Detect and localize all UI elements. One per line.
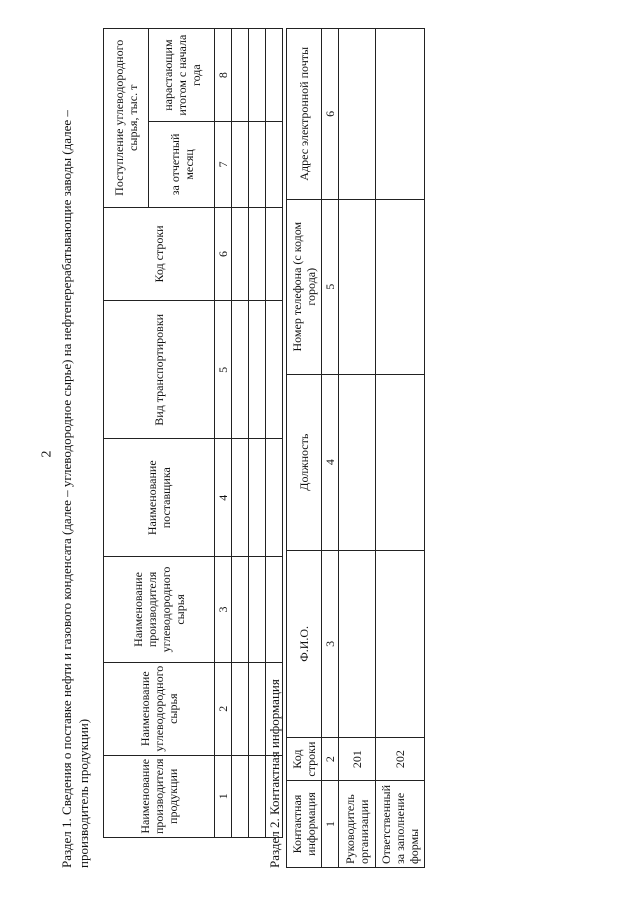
empty-cell [339, 374, 376, 550]
empty-cell [249, 557, 266, 663]
table-row [376, 29, 425, 868]
empty-cell [376, 29, 425, 200]
section2-title: Раздел 2. Контактная информация [267, 679, 282, 868]
empty-cell [232, 122, 249, 207]
col-number: 1 [215, 755, 232, 837]
row-code: 201 [339, 738, 376, 781]
empty-cell [266, 439, 283, 557]
empty-cell [232, 29, 249, 122]
header-contact-info: Контактная информация [287, 781, 322, 868]
col-number: 7 [215, 122, 232, 207]
row-code: 202 [376, 738, 425, 781]
section1-title: Раздел 1. Сведения о поставке нефти и газового конденсата (далее – углеводородное сырье) на нефтеперерабатывающие заводы (далее – производитель продукции) [59, 110, 91, 868]
col-number: 5 [322, 199, 339, 374]
empty-cell [266, 122, 283, 207]
section1-number-row [215, 29, 232, 838]
empty-cell [249, 122, 266, 207]
col-number: 5 [215, 301, 232, 439]
section1-table [103, 28, 283, 838]
empty-cell [339, 550, 376, 738]
empty-cell [249, 755, 266, 837]
col-number: 3 [322, 550, 339, 738]
empty-cell [232, 557, 249, 663]
empty-cell [266, 301, 283, 439]
table-row [232, 29, 249, 838]
header-line-code: Код строки [287, 738, 322, 781]
header-phone: Номер телефона (с кодом города) [287, 199, 322, 374]
header-full-name: Ф.И.О. [287, 550, 322, 738]
header-position: Должность [287, 374, 322, 550]
row-label: Руководитель организации [339, 781, 376, 868]
empty-cell [266, 207, 283, 301]
col-number: 4 [215, 439, 232, 557]
empty-cell [232, 207, 249, 301]
header-raw-producer: Наименование производителя углеводородного сырья [104, 557, 215, 663]
empty-cell [249, 662, 266, 755]
header-line-code: Код строки [104, 207, 215, 301]
empty-cell [266, 557, 283, 663]
col-number: 3 [215, 557, 232, 663]
section2-table [286, 28, 425, 868]
empty-cell [232, 301, 249, 439]
header-producer: Наименование производителя продукции [104, 755, 215, 837]
empty-cell [376, 550, 425, 738]
col-number: 6 [322, 29, 339, 200]
empty-cell [249, 439, 266, 557]
empty-cell [232, 439, 249, 557]
empty-cell [232, 662, 249, 755]
empty-cell [249, 301, 266, 439]
col-number: 8 [215, 29, 232, 122]
empty-cell [232, 755, 249, 837]
empty-cell [376, 374, 425, 550]
header-transport: Вид транспортировки [104, 301, 215, 439]
row-label: Ответственный за заполнение формы [376, 781, 425, 868]
col-number: 6 [215, 207, 232, 301]
header-email: Адрес электронной почты [287, 29, 322, 200]
rotated-page-content [58, 28, 618, 868]
header-supplier: Наименование поставщика [104, 439, 215, 557]
empty-cell [249, 207, 266, 301]
header-month: за отчетный месяц [149, 122, 215, 207]
empty-cell [339, 29, 376, 200]
empty-cell [339, 199, 376, 374]
empty-cell [376, 199, 425, 374]
col-number: 2 [322, 738, 339, 781]
header-raw-material: Наименование углеводородного сырья [104, 662, 215, 755]
section2-number-row [322, 29, 339, 868]
empty-cell [266, 29, 283, 122]
col-number: 1 [322, 781, 339, 868]
page-number: 2 [39, 450, 55, 458]
col-number: 2 [215, 662, 232, 755]
table-row [249, 29, 266, 838]
col-number: 4 [322, 374, 339, 550]
table-row [339, 29, 376, 868]
header-cumulative: нарастающим итогом с начала года [149, 29, 215, 122]
header-receipt: Поступление углеводородного сырья, тыс. т [104, 29, 149, 208]
empty-cell [249, 29, 266, 122]
